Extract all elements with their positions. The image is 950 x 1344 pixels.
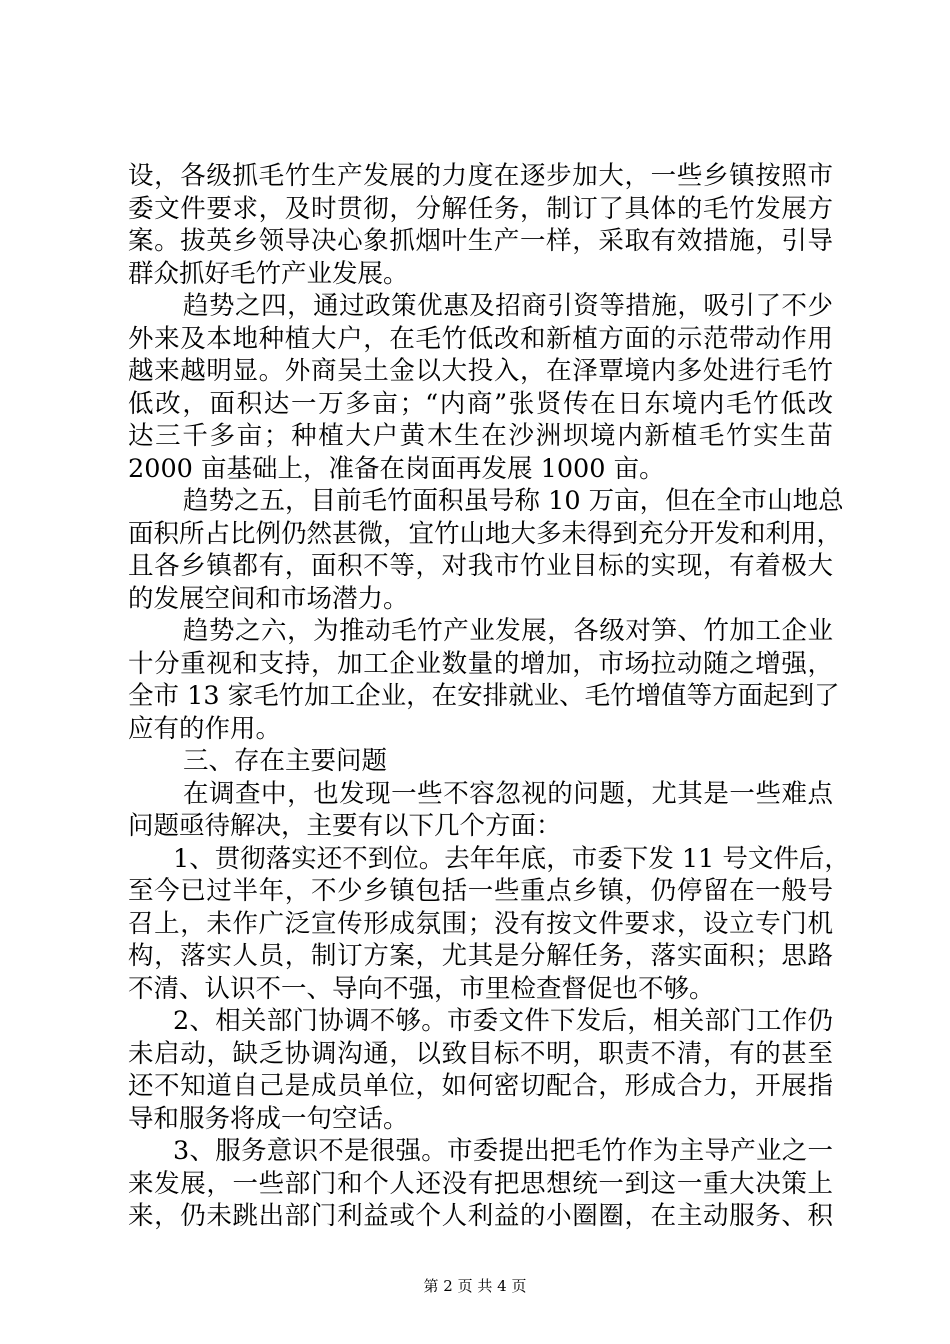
text-line: 的发展空间和市场潜力。 [128, 583, 409, 614]
text-line: 达三千多亩；种植大户黄木生在沙洲坝境内新植毛竹实生苗 [128, 421, 833, 451]
text-line: 趋势之四，通过政策优惠及招商引资等措施，吸引了不少 [183, 291, 833, 321]
text-line: 2000 亩基础上，准备在岗面再发展 1000 亩。 [128, 453, 665, 484]
text-line: 面积所占比例仍然甚微，宜竹山地大多未得到充分开发和利用， [128, 518, 843, 549]
page-number-footer: 第 2 页 共 4 页 [423, 1277, 527, 1295]
text-line: 设，各级抓毛竹生产发展的力度在逐步加大，一些乡镇按照市 [128, 161, 833, 191]
text-line: 构，落实人员，制订方案，尤其是分解任务，落实面积；思路 [128, 941, 833, 971]
text-line: 趋势之五，目前毛竹面积虽号称 10 万亩，但在全市山地总 [183, 486, 844, 516]
text-line: 问题亟待解决，主要有以下几个方面： [128, 811, 562, 841]
text-line: 趋势之六，为推动毛竹产业发展，各级对笋、竹加工企业 [183, 616, 833, 646]
text-line: 还不知道自己是成员单位，如何密切配合，形成合力，开展指 [128, 1071, 833, 1101]
section-heading: 三、存在主要问题 [183, 746, 388, 776]
document-body [128, 160, 850, 1233]
text-line: 全市 13 家毛竹加工企业，在安排就业、毛竹增值等方面起到了 [128, 681, 840, 711]
text-line: 来发展，一些部门和个人还没有把思想统一到这一重大决策上 [128, 1168, 833, 1199]
text-line: 3、服务意识不是很强。市委提出把毛竹作为主导产业之一 [173, 1136, 833, 1166]
text-line: 至今已过半年，不少乡镇包括一些重点乡镇，仍停留在一般号 [128, 876, 833, 906]
text-line: 委文件要求，及时贯彻，分解任务，制订了具体的毛竹发展方 [128, 193, 833, 224]
text-line: 2、相关部门协调不够。市委文件下发后，相关部门工作仍 [173, 1006, 833, 1036]
text-line: 外来及本地种植大户，在毛竹低改和新植方面的示范带动作用 [128, 323, 833, 354]
text-line: 不清、认识不一、导向不强，市里检查督促也不够。 [128, 973, 715, 1004]
text-line: 十分重视和支持，加工企业数量的增加，市场拉动随之增强， [128, 648, 833, 679]
text-line: 应有的作用。 [128, 713, 282, 744]
text-line: 召上，未作广泛宣传形成氛围；没有按文件要求，设立专门机 [128, 908, 833, 939]
text-line: 1、贯彻落实还不到位。去年年底，市委下发 11 号文件后， [173, 843, 850, 874]
text-line: 未启动，缺乏协调沟通，以致目标不明，职责不清，有的甚至 [128, 1038, 833, 1069]
text-line: 越来越明显。外商吴土金以大投入，在泽覃境内多处进行毛竹 [128, 356, 833, 386]
text-line: 群众抓好毛竹产业发展。 [128, 258, 409, 289]
text-line: 在调查中，也发现一些不容忽视的问题，尤其是一些难点 [183, 778, 833, 809]
text-line: 低改，面积达一万多亩；“内商”张贤传在日东境内毛竹低改 [128, 388, 833, 419]
text-line: 案。拔英乡领导决心象抓烟叶生产一样，采取有效措施，引导 [128, 226, 833, 256]
text-line: 导和服务将成一句空话。 [128, 1103, 409, 1134]
text-line: 来，仍未跳出部门利益或个人利益的小圈圈，在主动服务、积 [128, 1201, 833, 1231]
text-line: 且各乡镇都有，面积不等，对我市竹业目标的实现，有着极大 [128, 551, 833, 581]
